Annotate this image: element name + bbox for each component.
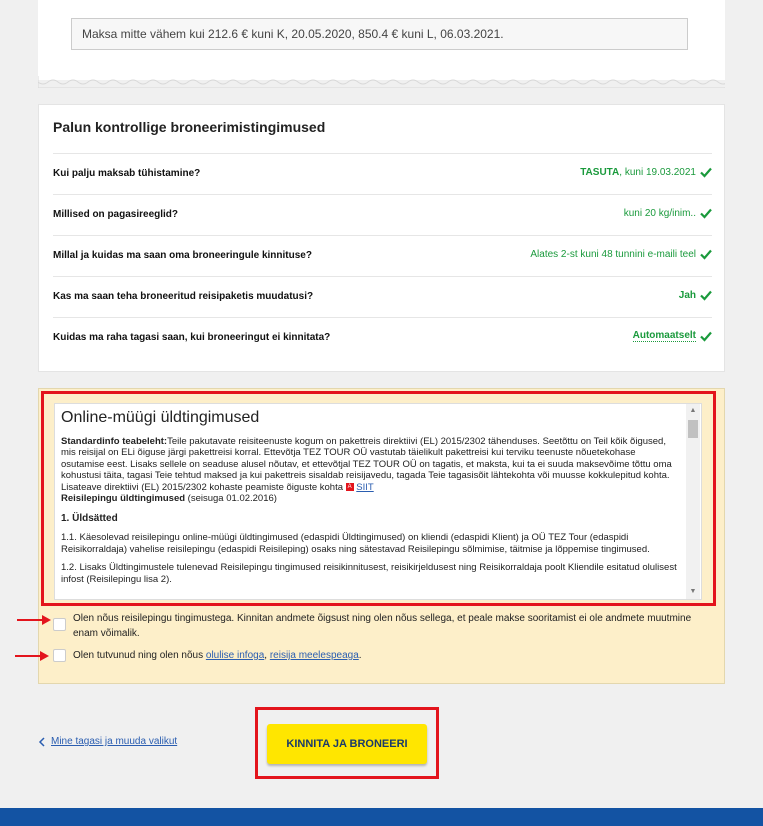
terms-paragraph: 1.1. Käesolevad reisilepingu online-müügi üldtingimused (edaspidi Üldtingimused) on kliendi (edaspidi Klient) ja OÜ TEZ Tour (edaspidi Reisikorraldaja) vahelise reisilepingu (edaspidi Reisileping) osaks ning sätestavad Reisilepingu sõlmimise, täitmise ja lõppemise tingimused. [61, 532, 650, 555]
agree-info-row [53, 648, 713, 664]
important-info-link[interactable]: olulise infoga [205, 650, 265, 661]
confirm-booking-button[interactable]: KINNITA JA BRONEERI [267, 724, 427, 764]
terms-paragraph: 1.2. Lisaks Üldtingimustele tulenevad Reisilepingu tingimused reisikinnitusest, reisikirjeldusest ning Reisikorraldaja poolt Kliendile esitatud olulisest infost (Reisilepingu lisa 2). [61, 562, 677, 585]
red-arrow-icon [14, 649, 50, 663]
check-icon [700, 166, 712, 178]
agree-terms-checkbox[interactable] [53, 618, 66, 631]
terms-intro: Standardinfo teabeleht:Teile pakutavate reisiteenuste kogum on pakettreis direktiivi (EL) 2015/2302 tähenduses. Seetõttu on Teil kõik õigused, mis reisijal on ELi õiguse järgi pakettreisi korral. Ettevõtja TEZ TOUR OÜ vastutab täielikult pakettreisi kui terviku teenuste nõuetekohase osutamise eest. Lisaks sellele on seaduse alusel nõutav, et ettevõtjal TEZ TOUR OÜ on tagatis, et maksta, kui ta ei suuda maksevõime tõttu oma kohustusi täita, tagasi Teie tehtud maksed ja kui pakettreis sisaldab reisijavedu, tagada Teie tagasisõit lähtekohta või muusse kokkulepitud kohta. Lisateave direktiivi (EL) 2015/2302 kohaste peamiste õiguste kohta A SIIT Reisilepingu üldtingimused (seisuga 01.02.2016) [61, 435, 672, 504]
condition-row [53, 194, 712, 235]
check-icon [700, 207, 712, 219]
condition-row [53, 317, 712, 358]
scroll-down-arrow-icon[interactable]: ▼ [689, 588, 697, 595]
condition-question: Kui palju maksab tühistamine? [53, 168, 201, 179]
condition-answer: TASUTA, kuni 19.03.2021 [580, 166, 712, 178]
scroll-up-arrow-icon[interactable]: ▲ [689, 407, 697, 414]
traveller-reminder-link[interactable]: reisija meelespeaga [269, 650, 359, 661]
torn-edge [38, 76, 725, 88]
agree-info-label: Olen tutvunud ning olen nõus olulise infoga, reisija meelespeaga. [73, 650, 362, 661]
red-arrow-icon [16, 613, 52, 627]
chevron-left-icon [38, 737, 45, 747]
condition-row [53, 153, 712, 194]
conditions-title: Palun kontrollige broneerimistingimused [53, 119, 326, 135]
condition-row [53, 235, 712, 276]
back-link[interactable] [38, 736, 177, 747]
condition-question: Kas ma saan teha broneeritud reisipaketis muudatusi? [53, 291, 314, 302]
terms-more-link[interactable]: SIIT [356, 481, 374, 493]
payment-note: Maksa mitte vähem kui 212.6 € kuni K, 20.05.2020, 850.4 € kuni L, 06.03.2021. [71, 18, 688, 50]
terms-section-title: 1. Üldsätted [61, 512, 118, 524]
terms-title: Online-müügi üldtingimused [61, 409, 260, 426]
condition-row [53, 276, 712, 317]
condition-question: Kuidas ma raha tagasi saan, kui broneeringut ei kinnitata? [53, 332, 331, 343]
condition-answer: Automaatselt [633, 330, 712, 342]
condition-question: Millised on pagasireeglid? [53, 209, 179, 220]
agree-terms-label: Olen nõus reisilepingu tingimustega. Kinnitan andmete õigsust ning olen nõus sellega, et peale makse sooritamist ei ole andmete muutmine enam võimalik. [73, 613, 692, 639]
agree-terms-row [53, 611, 713, 643]
terms-highlight-frame [41, 391, 716, 606]
footer-bar [0, 808, 763, 826]
check-icon [700, 248, 712, 260]
condition-answer: Alates 2-st kuni 48 tunnini e-maili teel [530, 248, 712, 260]
condition-answer: Jah [679, 289, 712, 301]
condition-question: Millal ja kuidas ma saan oma broneeringule kinnituse? [53, 250, 312, 261]
pdf-icon: A [347, 483, 352, 490]
back-link-label: Mine tagasi ja muuda valikut [51, 736, 178, 747]
check-icon [700, 289, 712, 301]
agree-info-checkbox[interactable] [53, 649, 66, 662]
check-icon [700, 330, 712, 342]
condition-answer: kuni 20 kg/inim.. [624, 207, 712, 219]
payment-card [38, 0, 725, 80]
booking-conditions-card [38, 104, 725, 372]
